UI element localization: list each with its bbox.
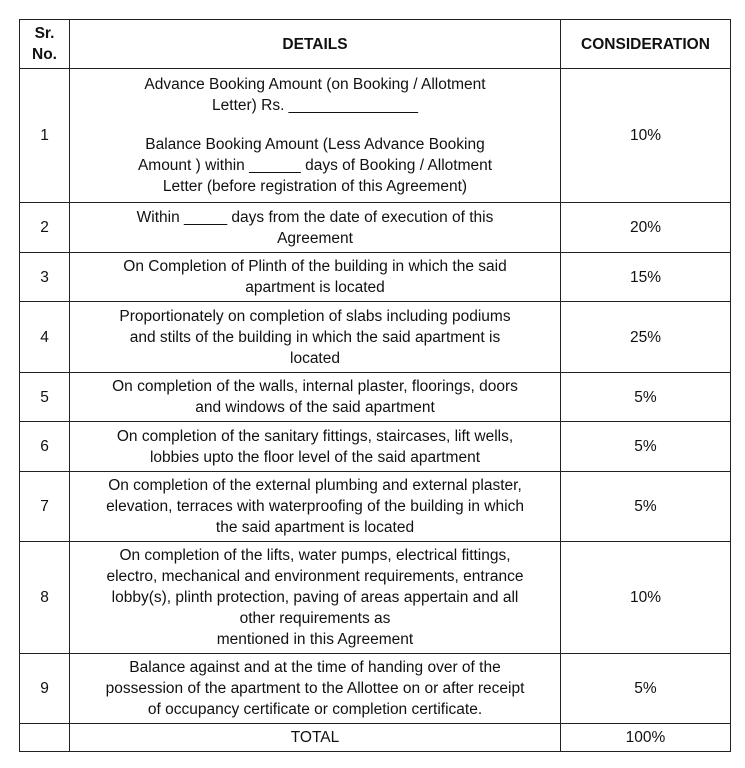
total-label: TOTAL bbox=[70, 724, 561, 752]
table-row bbox=[20, 422, 731, 472]
details-cell: Within _____ days from the date of execution of this Agreement bbox=[70, 203, 561, 253]
consideration-cell: 10% bbox=[561, 69, 731, 203]
consideration-cell: 5% bbox=[561, 654, 731, 724]
table-row bbox=[20, 253, 731, 302]
consideration-cell: 5% bbox=[561, 373, 731, 422]
header-sr-no: Sr. No. bbox=[20, 20, 70, 69]
details-cell: On completion of the external plumbing and external plaster, elevation, terraces with waterproofing of the building in which the said apartment is located bbox=[70, 472, 561, 542]
table-row bbox=[20, 302, 731, 373]
table-row bbox=[20, 373, 731, 422]
payment-schedule-table bbox=[19, 19, 731, 752]
sr-cell: 6 bbox=[20, 422, 70, 472]
details-cell: On Completion of Plinth of the building in which the said apartment is located bbox=[70, 253, 561, 302]
consideration-cell: 5% bbox=[561, 422, 731, 472]
sr-cell: 8 bbox=[20, 542, 70, 654]
sr-cell: 1 bbox=[20, 69, 70, 203]
details-cell: On completion of the sanitary fittings, staircases, lift wells, lobbies upto the floor level of the said apartment bbox=[70, 422, 561, 472]
total-row bbox=[20, 724, 731, 752]
consideration-cell: 5% bbox=[561, 472, 731, 542]
details-text-advance: Advance Booking Amount (on Booking / Allotment Letter) Rs. _______________ bbox=[144, 76, 486, 114]
table-header-row bbox=[20, 20, 731, 69]
sr-cell: 4 bbox=[20, 302, 70, 373]
sr-cell: 7 bbox=[20, 472, 70, 542]
details-cell bbox=[70, 69, 561, 203]
details-cell: Proportionately on completion of slabs including podiums and stilts of the building in which the said apartment is located bbox=[70, 302, 561, 373]
table-row bbox=[20, 203, 731, 253]
sr-cell: 9 bbox=[20, 654, 70, 724]
header-details: DETAILS bbox=[70, 20, 561, 69]
payment-schedule bbox=[19, 19, 731, 752]
consideration-cell: 10% bbox=[561, 542, 731, 654]
table-row bbox=[20, 69, 731, 203]
details-cell: On completion of the lifts, water pumps, electrical fittings, electro, mechanical and environment requirements, entrance lobby(s), plinth protection, paving of areas appertain and all other requirements as mentioned in this Agreement bbox=[70, 542, 561, 654]
details-cell: On completion of the walls, internal plaster, floorings, doors and windows of the said apartment bbox=[70, 373, 561, 422]
table-row bbox=[20, 542, 731, 654]
details-cell: Balance against and at the time of handing over of the possession of the apartment to the Allottee on or after receipt of occupancy certificate or completion certificate. bbox=[70, 654, 561, 724]
table-row bbox=[20, 472, 731, 542]
header-consideration: CONSIDERATION bbox=[561, 20, 731, 69]
total-consideration: 100% bbox=[561, 724, 731, 752]
table-row bbox=[20, 654, 731, 724]
sr-cell: 2 bbox=[20, 203, 70, 253]
consideration-cell: 25% bbox=[561, 302, 731, 373]
details-text-balance: Balance Booking Amount (Less Advance Booking Amount ) within ______ days of Booking / Allotment Letter (before registration of this Agreement) bbox=[137, 136, 493, 195]
total-sr-cell bbox=[20, 724, 70, 752]
consideration-cell: 20% bbox=[561, 203, 731, 253]
sr-cell: 5 bbox=[20, 373, 70, 422]
sr-cell: 3 bbox=[20, 253, 70, 302]
consideration-cell: 15% bbox=[561, 253, 731, 302]
